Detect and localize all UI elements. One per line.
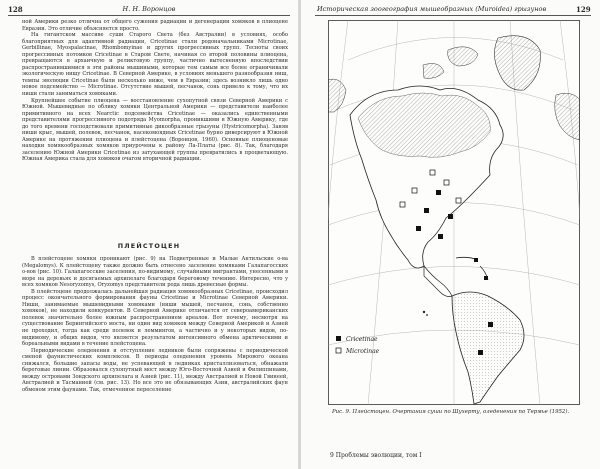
header-rule [315,15,591,16]
legend-label-cricetinae: Cricetinae [346,336,378,343]
microtinae-marker [412,188,417,193]
section-heading: ПЛЕЙСТОЦЕН [117,242,181,250]
cricetinae-marker [416,226,421,231]
galapagos-island [426,314,428,316]
cricetinae-marker [448,214,453,219]
cricetinae-marker [478,350,483,355]
paragraph: ной Америки резко отлична от общего сужения радиации и дегенерации хомяков в плиоцене Евразии. Это отличие объясняется просто. [22,19,288,32]
cricetinae-marker [424,208,429,213]
cricetinae-marker [488,322,493,327]
paragraph: На гигантском массиве суши Старого Света (без Австралии) в условиях, особо благоприятных для адаптивной радиации, Cricetinae стали родоначальниками Microtinae, Gerbillinae, Myospalacinae, Rhombomyinae и других прогрессивных групп. Тесноты своих прогрессивных потомков Cricetinae в Старом Свете, начиная со второй половины плиоцена, превращаются в архаичную и реликтовую группу, частично вытесненную впоследствии распространившимися в эти районы мышиными, которые тем самым все более ограничивали экологическую нишу Cricetinae. В Северной Америке, в условиях меньшего разнообразия ниш, темпы эволюции Cricetinae были несколько ниже, чем в Евразии; здесь возникло лишь одно новое подсемейство — Microtinae. Отсутствие мышей, песчанок, сонь привело к тому, что их ниши стали заниматься хомяками. [22,32,288,98]
galapagos-island [423,311,425,313]
left-page [0,0,298,469]
paragraph: В плейстоцене продолжалась дальнейшая радиация хомякообразных Cricetinae, происходил процесс окончательного формирования фауны Cricetinae и Microtinae Северной Америки. Ниши, занимаемые мышевидными хомяками (ниши мышей, песчанок, сонь, собственно хомяков), не находили конкурентов. В Северной Америке отличается от североамериканских полевок значительно более южным распространением ареалов. Вот почему, несмотря на существование Берингийского моста, ни один вид хомяков между Северной Америкой и Азией не проходил, тогда как среди полевок и леммингов, а частично и у некоторых видов, по-видимому, и общих видов, что является результатом интенсивного обмена арктическими и бореальными видами в течение плейстоцена. [22,288,288,348]
right-page [301,0,600,469]
cricetinae-marker [436,190,441,195]
legend-swatch-filled [336,336,341,341]
cricetinae-marker [474,258,478,262]
paragraph: Периодические оледенения и отступление ледников были сопряжены с периодической сменой фаунистических комплексов. В периоды оледенения уровень Мирового океана снижался, большие запасы воды, не успевающей в ледниках кристаллизоваться, обнажали береговые линии. Образовался сухопутный мост между Юго-Восточной Азией и Филиппинами, между островами Зондского архипелага и Азией (рис. 11), между Австралией и Новой Гвинеей, Австралией и Тасманией (см. рис. 13). Но все это не обязывающих Азии, австралийских фаун обменом этим фаунами. Так, отмеченное переселение [22,347,288,393]
microtinae-marker [400,202,405,207]
text-block-bottom [22,256,288,393]
legend-swatch-hollow [336,348,341,353]
running-head: Историческая зоогеография мышеобразных (Muroidea) грызунов [317,5,547,13]
paragraph: Крупнейшее событие плиоцена — восстановление сухопутной связи Северной Америки с Южной. Мышевидные по облику хомяки Центральной Америки — представители наиболее примитивного на всех Nearctic подсемейства Cricetinae — оказались единственными представителями прогрессивного подотряда Myomorpha, проникшими в Южную Америку, где до того времени господствовали примитивные дикообразные грызуны (Hystricomorpha). Заняв ниши крыс, мышей, полевок, песчанок, насекомоядных Cricetinae бурно диверсируют в Южной Америке на протяжении плиоцена и плейстоцена (Воронцов, 1960). Основные плиоценовые находки хомякообразных хомяков приурочены к району Ла-Платы (рис. 8). Так, благодаря заселению Южной Америки Cricetinae из затухающей группы превратились в процветающую. Южная Америка стала для хомяков очагом вторичной радиации. [22,97,288,163]
microtinae-marker [430,170,435,175]
page-footer: 9 Проблемы эволюции, том I [330,452,422,459]
cricetinae-marker [484,276,488,280]
text-block-top [22,19,288,163]
microtinae-marker [456,198,461,203]
pleistocene-map [328,20,580,405]
page-number: 128 [8,5,23,14]
microtinae-marker [444,180,449,185]
running-head: Н. Н. Воронцов [122,5,176,13]
legend-label-microtinae: Microtinae [346,348,380,355]
figure-caption: Рис. 9. Плейстоцен. Очертания суши по Шухерту, оледенения по Термье (1952). [332,409,570,415]
paragraph: В плейстоцене хомяки проникают (рис. 9) на Подветренные и Малые Антильские о-ва (Megalomys). К плейстоцену также должно быть отнесено заселение хомяками Галапагосских о-вов (рис. 10). Галапагосские заселения, по-видимому, случайными мигрантами, унесенными в море на деревьях и досягаемых архипелаге благодаря береговому течению. Интересно, что у всех хомяков Nesoryzomys, Oryzomys представители рода лишь древесные формы. [22,256,288,289]
header-rule [8,15,290,16]
page-number: 129 [576,5,591,14]
cricetinae-marker [438,234,443,239]
